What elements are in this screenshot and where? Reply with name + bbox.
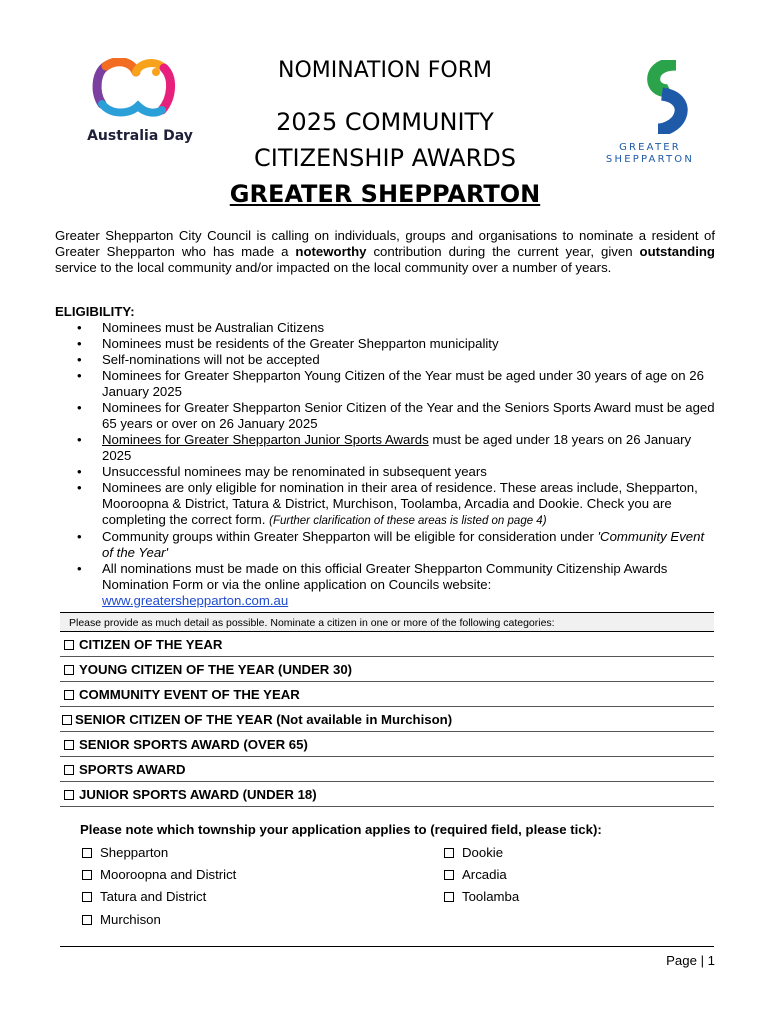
eligibility-item: • Nominees for Greater Shepparton Young Citizen of the Year must be aged under 30 years of age on 26 January 2025	[55, 368, 717, 400]
categories-note: Please provide as much detail as possible. Nominate a citizen in one or more of the following categories:	[60, 612, 714, 632]
intro-bold-outstanding: outstanding	[639, 244, 715, 259]
form-title: NOMINATION FORM	[278, 58, 492, 83]
greater-shepparton-logo-icon	[600, 60, 700, 134]
eligibility-item: • Nominees must be Australian Citizens	[55, 320, 717, 336]
eligibility-item-community	[55, 529, 717, 561]
township-option[interactable]	[82, 912, 161, 927]
eligibility-item-areas	[55, 480, 717, 529]
category-label: SENIOR SPORTS AWARD (OVER 65)	[79, 737, 308, 752]
checkbox-citizen[interactable]	[64, 640, 74, 650]
eligibility-item: • Self-nominations will not be accepted	[55, 352, 717, 368]
eligibility-item: • Nominees for Greater Shepparton Senior Citizen of the Year and the Seniors Sports Award must be aged 65 years or over on 26 January 2025	[55, 400, 717, 432]
category-row	[60, 782, 714, 807]
greater-shepparton-logo	[600, 60, 700, 166]
greater-text: GREATER	[619, 142, 681, 153]
footer-divider	[60, 946, 714, 947]
shepparton-text: SHEPPARTON	[605, 154, 695, 165]
checkbox-tatura[interactable]	[82, 892, 92, 902]
eligibility-title: ELIGIBILITY:	[55, 304, 135, 319]
category-row	[60, 757, 714, 782]
junior-rest: must be aged under 18 years on 26 January 2025	[102, 432, 692, 463]
awards-line-2: CITIZENSHIP AWARDS	[254, 144, 516, 172]
checkbox-toolamba[interactable]	[444, 892, 454, 902]
township-label: Dookie	[462, 845, 504, 860]
township-option[interactable]	[444, 845, 503, 860]
website-link[interactable]: www.greatershepparton.com.au	[102, 593, 289, 608]
checkbox-mooroopna[interactable]	[82, 870, 92, 880]
areas-note: (Further clarification of these areas is listed on page 4)	[269, 515, 547, 527]
township-label: Murchison	[100, 912, 161, 927]
intro-bold-noteworthy: noteworthy	[295, 244, 367, 259]
eligibility-list	[55, 320, 717, 609]
region-title: GREATER SHEPPARTON	[229, 180, 541, 208]
township-label: Tatura and District	[100, 889, 207, 904]
category-row	[60, 632, 714, 657]
township-label: Toolamba	[462, 889, 520, 904]
checkbox-senior-sports[interactable]	[64, 740, 74, 750]
australia-day-text: Australia Day	[87, 128, 193, 144]
intro-text-2: contribution during the current year, given	[366, 244, 640, 259]
checkbox-junior-sports[interactable]	[64, 790, 74, 800]
checkbox-community-event[interactable]	[64, 690, 74, 700]
checkbox-senior-citizen[interactable]	[62, 715, 72, 725]
township-option[interactable]	[444, 867, 507, 882]
category-label: COMMUNITY EVENT OF THE YEAR	[79, 687, 300, 702]
checkbox-murchison[interactable]	[82, 915, 92, 925]
township-question: Please note which township your application applies to (required field, please tick):	[80, 822, 602, 837]
category-row	[60, 682, 714, 707]
australia-day-logo	[78, 58, 202, 150]
township-label: Arcadia	[462, 867, 507, 882]
intro-paragraph	[55, 228, 715, 276]
eligibility-item-official	[55, 561, 717, 609]
category-label: SPORTS AWARD	[79, 762, 186, 777]
township-option[interactable]	[82, 867, 236, 882]
category-label: CITIZEN OF THE YEAR	[79, 637, 223, 652]
intro-text-3: service to the local community and/or impacted on the local community over a number of years.	[55, 260, 612, 275]
township-option[interactable]	[82, 889, 206, 904]
eligibility-item: • Unsuccessful nominees may be renominated in subsequent years	[55, 464, 717, 480]
township-option[interactable]	[444, 889, 519, 904]
category-row	[60, 732, 714, 757]
checkbox-shepparton[interactable]	[82, 848, 92, 858]
category-row	[60, 657, 714, 682]
checkbox-dookie[interactable]	[444, 848, 454, 858]
township-label: Mooroopna and District	[100, 867, 237, 882]
australia-day-logo-icon	[78, 58, 202, 128]
junior-underlined: Nominees for Greater Shepparton Junior Sports Awards	[102, 432, 429, 447]
areas-text: Nominees are only eligible for nomination in their area of residence. These areas include, Shepparton, Mooroopna & District, Tatura & District, Murchison, Toolamba, Arcadia and Dookie. Check you are completing the correct form.	[102, 480, 698, 527]
township-option[interactable]	[82, 845, 168, 860]
eligibility-item-junior	[55, 432, 717, 464]
awards-line-1: 2025 COMMUNITY	[276, 108, 494, 136]
page-number: Page | 1	[666, 953, 715, 968]
intro-text-1: Greater Shepparton City Council is calling on individuals, groups and organisations to nominate a resident of Greater Shepparton who has made a	[55, 228, 715, 259]
township-label: Shepparton	[100, 845, 169, 860]
checkbox-arcadia[interactable]	[444, 870, 454, 880]
community-italic: 'Community Event of the Year'	[102, 529, 705, 560]
category-label: JUNIOR SPORTS AWARD (UNDER 18)	[79, 787, 317, 802]
official-text: All nominations must be made on this official Greater Shepparton Community Citizenship Awards Nomination Form or via the online application on Councils website:	[102, 561, 668, 592]
awards-title	[210, 104, 560, 176]
eligibility-item: • Nominees must be residents of the Greater Shepparton municipality	[55, 336, 717, 352]
checkbox-sports-award[interactable]	[64, 765, 74, 775]
category-label: SENIOR CITIZEN OF THE YEAR (Not available in Murchison)	[75, 712, 453, 727]
community-text: Community groups within Greater Shepparton will be eligible for consideration under	[102, 529, 598, 544]
checkbox-young-citizen[interactable]	[64, 665, 74, 675]
category-row	[60, 707, 714, 732]
category-label: YOUNG CITIZEN OF THE YEAR (UNDER 30)	[79, 662, 353, 677]
